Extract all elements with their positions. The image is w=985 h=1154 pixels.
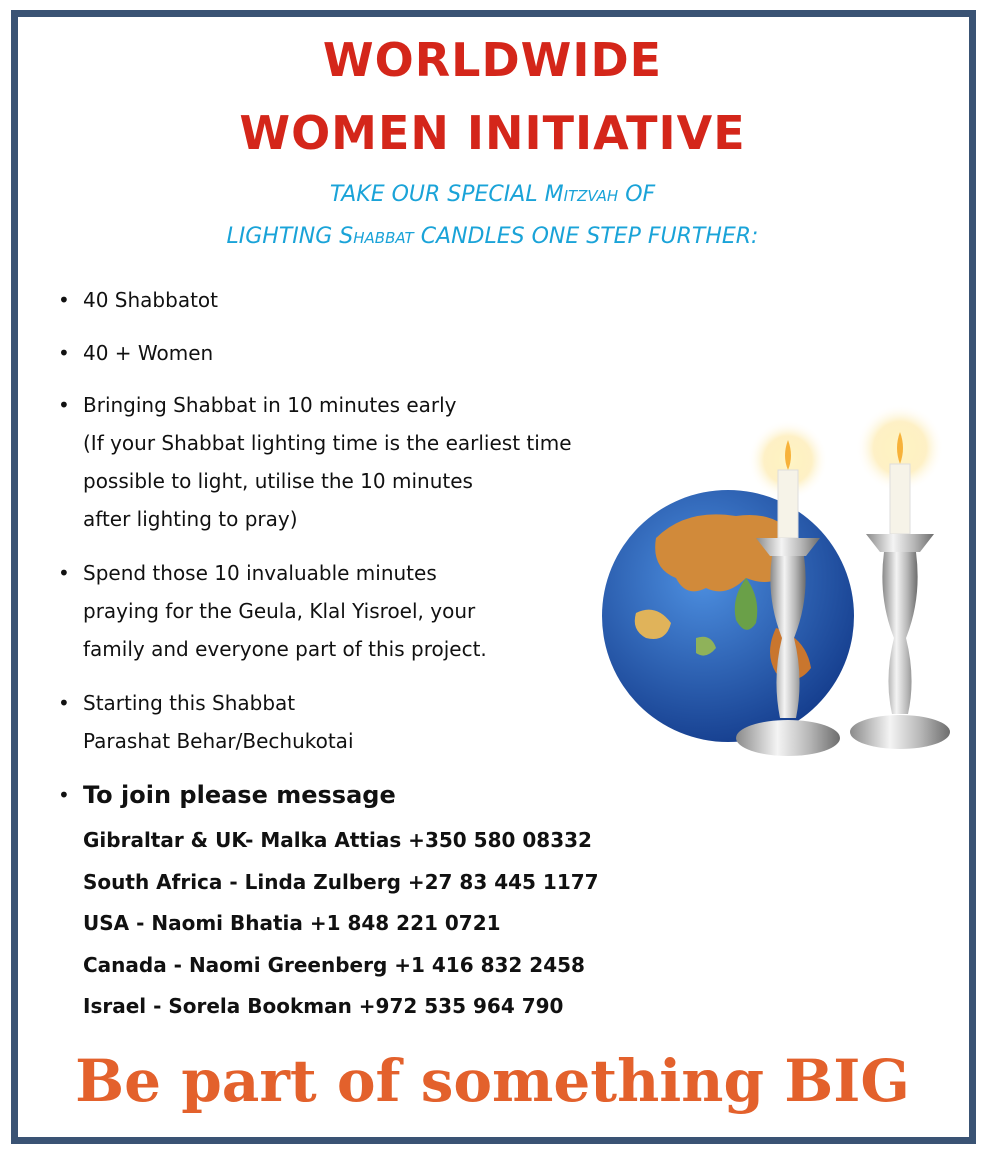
contact-list	[83, 820, 599, 1028]
bullet-icon: •	[58, 288, 70, 312]
bullet-icon: •	[58, 783, 70, 807]
contact-south-africa: South Africa - Linda Zulberg +27 83 445 1177	[83, 869, 599, 894]
contact-israel: Israel - Sorela Bookman +972 535 964 790	[83, 994, 564, 1018]
bullet-icon: •	[58, 393, 70, 417]
globe-candles-illustration	[596, 398, 956, 768]
item-line: (If your Shabbat lighting time is the earliest time	[83, 431, 572, 455]
item-line: To join please message	[83, 781, 396, 809]
item-line: Parashat Behar/Bechukotai	[83, 729, 354, 753]
title-line-1: WORLDWIDE	[322, 33, 663, 87]
contact-gibraltar: Gibraltar & UK- Malka Attias +350 580 08332	[83, 828, 592, 852]
title-line-2: WOMEN INITIATIVE	[239, 106, 746, 160]
item-line: Starting this Shabbat	[83, 691, 296, 715]
item-line: 40 + Women	[83, 341, 214, 365]
candle-right-icon	[850, 404, 950, 749]
item-line: after lighting to pray)	[83, 507, 298, 531]
contact-canada: Canada - Naomi Greenberg +1 416 832 2458	[83, 952, 585, 977]
tagline: Be part of something BIG	[75, 1047, 910, 1115]
bullet-icon: •	[58, 341, 70, 365]
item-line: Spend those 10 invaluable minutes	[83, 561, 437, 585]
item-line: praying for the Geula, Klal Yisroel, your	[83, 599, 476, 623]
subtitle-line-2: LIGHTING Shabbat CANDLES ONE STEP FURTHER:	[226, 224, 759, 249]
contact-usa: USA - Naomi Bhatia +1 848 221 0721	[83, 911, 501, 935]
item-line: Bringing Shabbat in 10 minutes early	[83, 393, 457, 417]
subtitle-line-1: TAKE OUR SPECIAL Mitzvah OF	[329, 182, 656, 207]
bullet-icon: •	[58, 561, 70, 585]
globe-icon	[602, 490, 854, 742]
item-line: possible to light, utilise the 10 minutes	[83, 469, 473, 493]
item-line: family and everyone part of this project.	[83, 637, 487, 661]
item-line: 40 Shabbatot	[83, 288, 218, 312]
bullet-icon: •	[58, 691, 70, 715]
